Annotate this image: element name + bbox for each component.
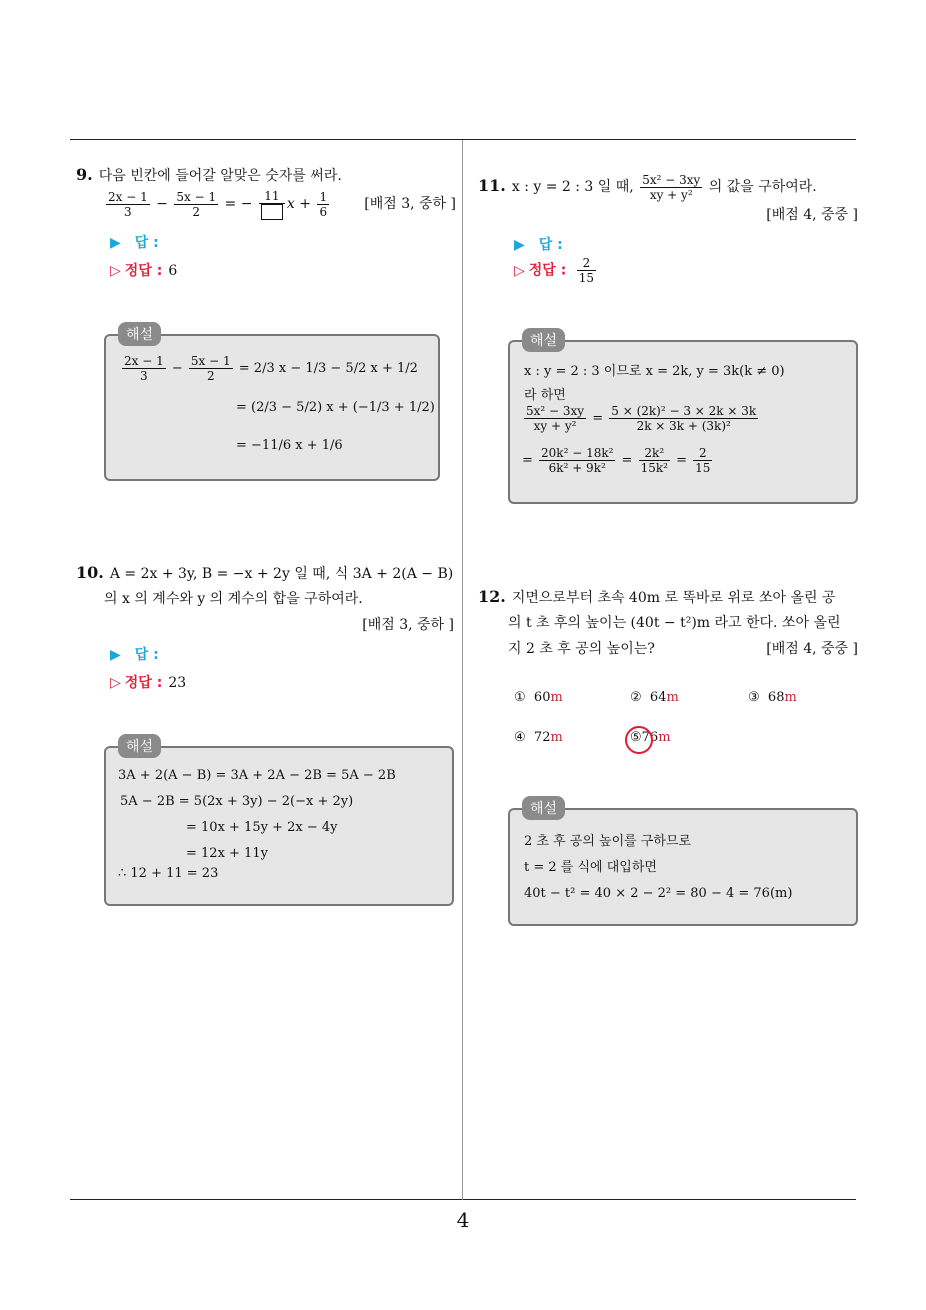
answer-line-10: ▶ 답 :: [110, 647, 159, 663]
selected-circle-icon: [625, 726, 653, 754]
question-12: 12. 지면으로부터 초속 40m 로 똑바로 위로 쏘아 올린 공: [478, 587, 836, 606]
score: [배점 3, 중하 ]: [364, 196, 456, 212]
answer-line-11: ▶ 답 :: [514, 237, 563, 253]
explanation-tag: 해설: [522, 328, 565, 352]
choice-2[interactable]: ② 64m: [630, 690, 679, 705]
play-arrow-icon: ▶: [110, 235, 121, 251]
page-number: 4: [456, 1208, 470, 1232]
triangle-outline-icon: ▷: [110, 263, 121, 279]
explanation-tag: 해설: [118, 322, 161, 346]
explanation-tag: 해설: [522, 796, 565, 820]
bottom-rule: [70, 1199, 856, 1200]
correct-answer-9: ▷ 정답 : 6: [110, 263, 178, 279]
triangle-outline-icon: ▷: [514, 262, 525, 279]
explanation-box-12: 2 초 후 공의 높이를 구하므로 t = 2 를 식에 대입하면 40t − t² = 40 × 2 − 2² = 80 − 4 = 76(m): [508, 808, 858, 926]
question-9: 9. 다음 빈칸에 들어갈 알맞은 숫자를 써라.: [76, 165, 342, 184]
explanation-box-10: 3A + 2(A − B) = 3A + 2A − 2B = 5A − 2B 5A − 2B = 5(2x + 3y) − 2(−x + 2y) = 10x + 15y + 2x − 4y = 12x + 11y ∴ 12 + 11 = 23: [104, 746, 454, 906]
column-divider: [462, 140, 463, 1200]
choice-1[interactable]: ① 60m: [514, 690, 563, 705]
explanation-box-11: x : y = 2 : 3 이므로 x = 2k, y = 3k(k ≠ 0) 라 하면 $\frac{\text{5x² − 3xy}}{\text{xy + y²}}$ = $\frac{\text{5 × (2k)² − 3 × 2k × 3k}}{\text{2k × 3k + (3k)²}}$ = $\frac{\text{20k² − 18k²}}{\text{6k² + 9k²}}$ = $\frac{\text{2k²}}{\text{15k²}}$ = $\frac{2}{15}$: [508, 340, 858, 504]
choice-5[interactable]: ⑤76m: [630, 730, 671, 745]
triangle-outline-icon: ▷: [110, 675, 121, 691]
question-11: 11. x : y = 2 : 3 일 때, $\frac{\text{5x² − 3xy}}{\text{xy + y²}}$ 의 값을 구하여라.: [478, 172, 817, 202]
answer-blank: [261, 204, 283, 220]
explanation-tag: 해설: [118, 734, 161, 758]
correct-answer-10: ▷ 정답 : 23: [110, 675, 187, 691]
play-arrow-icon: ▶: [514, 237, 525, 253]
choice-3[interactable]: ③ 68m: [748, 690, 797, 705]
score: [배점 3, 중하 ]: [362, 617, 454, 633]
choice-4[interactable]: ④ 72m: [514, 730, 563, 745]
score: [배점 4, 중중 ]: [766, 641, 858, 657]
question-9-equation: $\frac{2x - 1}{3}$ − $\frac{5x - 1}{2}$ = − 11 x + $\frac{1}{6}$ [배점 3, 중하 ]: [104, 184, 456, 224]
explanation-box-9: $\frac{2x - 1}{3}$ − $\frac{5x - 1}{2}$ = 2/3 x − 1/3 − 5/2 x + 1/2 = (2/3 − 5/2) x + (−1/3 + 1/2) = −11/6 x + 1/6: [104, 334, 440, 481]
score: [배점 4, 중중 ]: [766, 207, 858, 223]
answer-line-9: ▶ 답 :: [110, 235, 159, 251]
question-10: 10. A = 2x + 3y, B = −x + 2y 일 때, 식 3A + 2(A − B): [76, 563, 454, 582]
correct-answer-11: ▷ 정답 : $\frac{2}{15}$: [514, 256, 595, 285]
question-text: 다음 빈칸에 들어갈 알맞은 숫자를 써라.: [98, 168, 342, 184]
play-arrow-icon: ▶: [110, 647, 121, 663]
top-rule: [70, 139, 856, 140]
